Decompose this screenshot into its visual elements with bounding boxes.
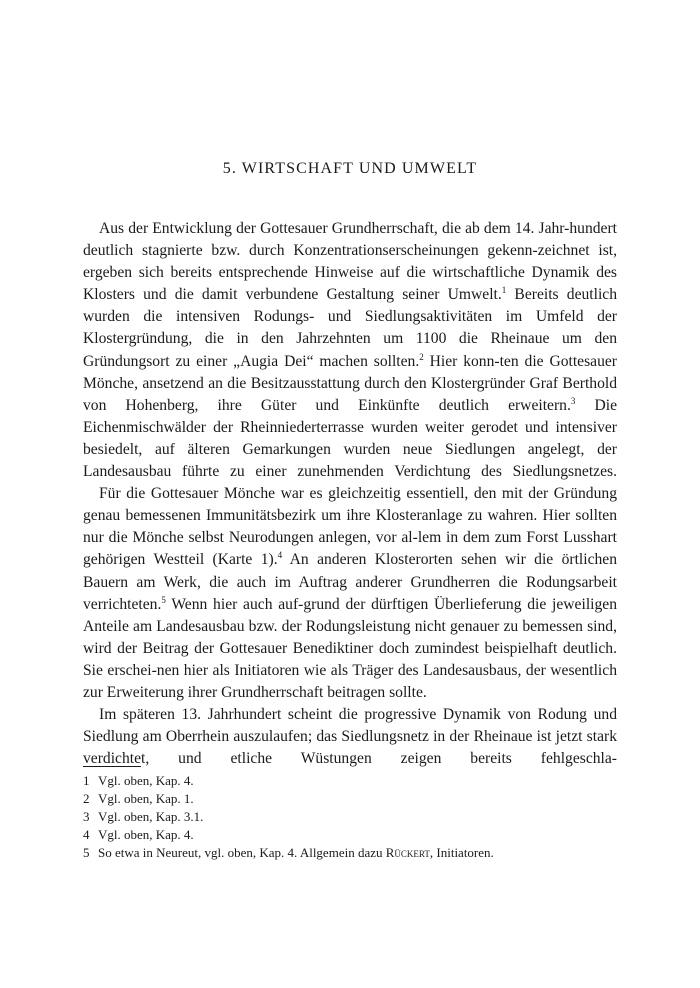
- chapter-title: 5. WIRTSCHAFT UND UMWELT: [222, 160, 478, 177]
- footnote-3: [83, 808, 617, 826]
- text-run: Wenn hier auch auf-grund der dürftigen Überlieferung die jeweiligen Anteile am Landesausbau bzw. der Rodungsleistung nicht genauer zu bemessen sind, wird der Beitrag der Gottesauer Benediktiner doch zumindest beispielhaft deutlich. Sie erschei-nen hier als Initiatoren wie als Träger des Landesausbaus, der wesentlich zur Erweiterung ihrer Grundherrschaft beitragen sollte.: [83, 595, 617, 701]
- footnote-number: 3: [83, 809, 90, 824]
- footnote-number: 5: [83, 845, 90, 860]
- paragraph-3: [83, 704, 617, 770]
- footnote-4: [83, 826, 617, 844]
- footnote-text-part: So etwa in Neureut, vgl. oben, Kap. 4. Allgemein dazu: [98, 845, 386, 860]
- text-run: Für die Gottesauer Mönche war es gleichzeitig essentiell, den mit der Gründung genau bemessenen Immunitätsbezirk um ihre Klosteranlage zu wahren. Hier sollten nur die Mönche selbst Neurodungen anlegen, vor al-lem in dem zum Forst Lusshart gehörigen Westteil (Karte 1).: [83, 485, 617, 569]
- text-run: Die Eichenmischwälder der Rheinniederterrasse wurden weiter gerodet und intensiver besiedelt, auf älteren Gemarkungen wurden neue Siedlungen angelegt, der Landesausbau führte zu einer zunehmenden Verdichtung des Siedlungsnetzes.: [83, 396, 617, 481]
- text-run: Hier konn-ten die Gottesauer Mönche, ansetzend an die Besitzausstattung durch den Klostergründer Graf Berthold von Hohenberg, ihre Güter und Einkünfte deutlich erweitern.: [83, 352, 617, 414]
- footnote-divider: [83, 766, 141, 767]
- footnote-text: Vgl. oben, Kap. 4.: [98, 773, 194, 788]
- footnote-number: 1: [83, 773, 90, 788]
- body-text: [83, 218, 617, 770]
- footnote-text: Vgl. oben, Kap. 3.1.: [98, 809, 204, 824]
- footnote-2: [83, 790, 617, 808]
- footnote-text: Vgl. oben, Kap. 1.: [98, 791, 194, 806]
- text-run: Im späteren 13. Jahrhundert scheint die progressive Dynamik von Rodung und Siedlung am Oberrhein auszulaufen; das Siedlungsnetz in der Rheinaue ist jetzt stark verdichtet, und etliche Wüstungen zeigen bereits fehlgeschla-: [83, 706, 617, 768]
- footnote-ref[interactable]: 4: [277, 550, 283, 561]
- footnote-text-part: , Initiatoren.: [429, 845, 494, 860]
- footnote-5: [83, 844, 617, 862]
- footnote-text: Vgl. oben, Kap. 4.: [98, 827, 194, 842]
- footnote-ref[interactable]: 5: [161, 594, 166, 605]
- text-run: Bereits deutlich wurden die intensiven Rodungs- und Siedlungsaktivitäten im Umfeld der Klostergründung, die in den Jahrzehnten um 1100 die Rheinaue um den Gründungsort zu einer „Augia Dei“ machen sollten.: [83, 286, 617, 370]
- footnote-number: 4: [83, 827, 90, 842]
- footnote-ref[interactable]: 1: [501, 285, 507, 296]
- paragraph-2: [83, 483, 617, 704]
- text-run: An anderen Klosterorten sehen wir die örtlichen Bauern am Werk, die auch im Auftrag anderer Grundherren die Rodungsarbeit verrichteten.: [83, 551, 618, 613]
- footnote-ref[interactable]: 3: [570, 395, 576, 406]
- footnote-text: [98, 844, 494, 862]
- footnote-number: 2: [83, 791, 90, 806]
- text-run: Aus der Entwicklung der Gottesauer Grundherrschaft, die ab dem 14. Jahr-hundert deutlich stagnierte bzw. durch Konzentrationserscheinungen gekenn-zeichnet ist, ergeben sich bereits entsprechende Hinweise auf die wirtschaftliche Dynamik des Klosters und die damit verbundene Gestaltung seiner Umwelt.: [83, 220, 617, 304]
- paragraph-1: [83, 218, 617, 483]
- author-name: Rückert: [385, 845, 430, 860]
- footnote-1: [83, 772, 617, 790]
- footnotes: [83, 772, 617, 862]
- footnote-ref[interactable]: 2: [419, 351, 424, 362]
